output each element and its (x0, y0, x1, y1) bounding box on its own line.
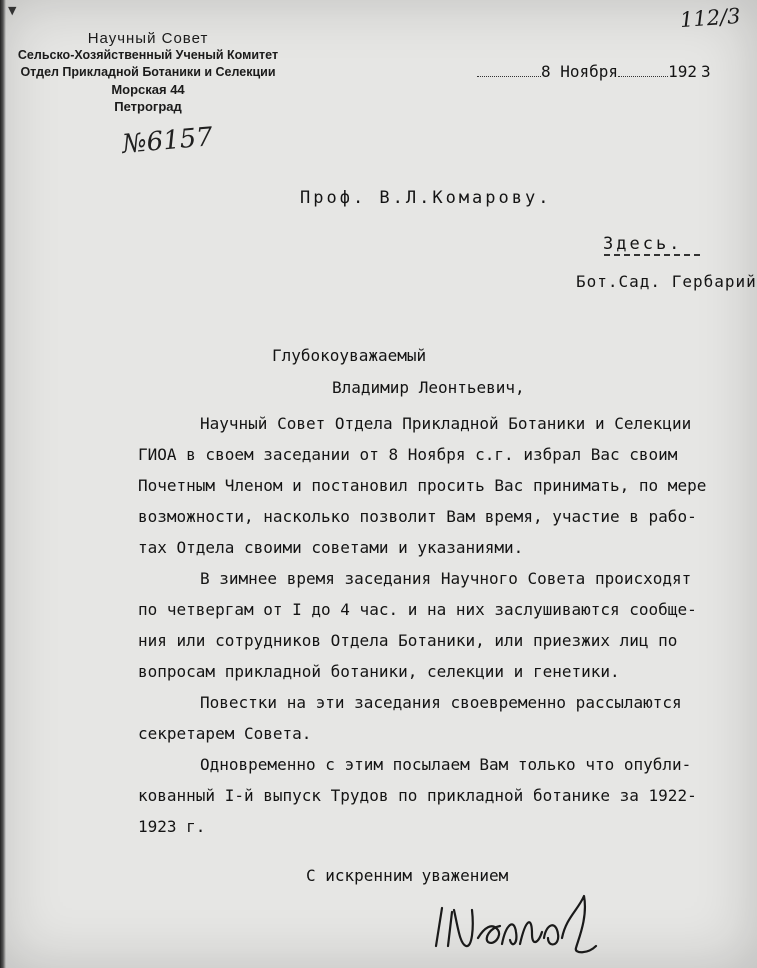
date-dots-left (477, 76, 541, 77)
body-line: Почетным Членом и постановил просить Вас принимать, по мере (138, 476, 707, 495)
body-line: Повестки на эти заседания своевременно рассылаются (200, 693, 682, 712)
body-line: секретарем Совета. (138, 724, 312, 743)
body-line: по четвергам от I до 4 час. и на них заслушиваются сообще- (138, 600, 697, 619)
date-line (477, 62, 747, 81)
registration-number: №6157 (120, 122, 214, 160)
letterhead-committee: Сельско-Хозяйственный Ученый Комитет (17, 48, 279, 62)
date-year-digit: 3 (700, 62, 711, 81)
salutation-line-1: Глубокоуважаемый (272, 346, 427, 365)
date-dots-right (618, 76, 668, 77)
closing-line: С искренним уважением (306, 866, 509, 885)
body-line: 1923 г. (138, 817, 206, 836)
addressee-place: Бот.Сад. Гербарий (576, 272, 757, 291)
date-day-month: 8 Ноября (541, 62, 619, 81)
corner-mark: ▼ (8, 4, 17, 17)
letterhead-address: Морская 44 (111, 82, 185, 97)
scan-edge (0, 0, 6, 968)
signature-image (428, 888, 598, 958)
salutation-line-2: Владимир Леонтьевич, (332, 378, 525, 397)
letterhead-city: Петроград (114, 99, 182, 114)
body-line: возможности, насколько позволит Вам время, участие в рабо- (138, 507, 697, 526)
body-line: вопросам прикладной ботаники, селекции и генетики. (138, 662, 620, 681)
body-line: ГИОА в своем заседании от 8 Ноября с.г. избрал Вас своим (138, 445, 678, 464)
location-underline (604, 254, 700, 256)
body-line: Научный Совет Отдела Прикладной Ботаники и Селекции (200, 414, 692, 433)
body-line: ния или сотрудников Отдела Ботаники, или приезжих лиц по (138, 631, 678, 650)
addressee-location: Здесь. (603, 234, 683, 254)
body-line: кованный I-й выпуск Трудов по прикладной ботанике за 1922- (138, 786, 697, 805)
addressee-name: Проф. В.Л.Комарову. (300, 188, 552, 208)
body-line: тах Отдела своими советами и указаниями. (138, 538, 524, 557)
letterhead-department: Отдел Прикладной Ботаники и Селекции (20, 65, 276, 79)
date-year-prefix: 192 (668, 62, 697, 81)
letterhead-council: Научный Совет (87, 30, 209, 47)
archive-number: 112/3 (679, 3, 742, 33)
letterhead (8, 30, 288, 115)
body-line: Одновременно с этим посылаем Вам только что опубли- (200, 755, 692, 774)
body-line: В зимнее время заседания Научного Совета происходят (200, 569, 692, 588)
letter-body (138, 408, 742, 842)
